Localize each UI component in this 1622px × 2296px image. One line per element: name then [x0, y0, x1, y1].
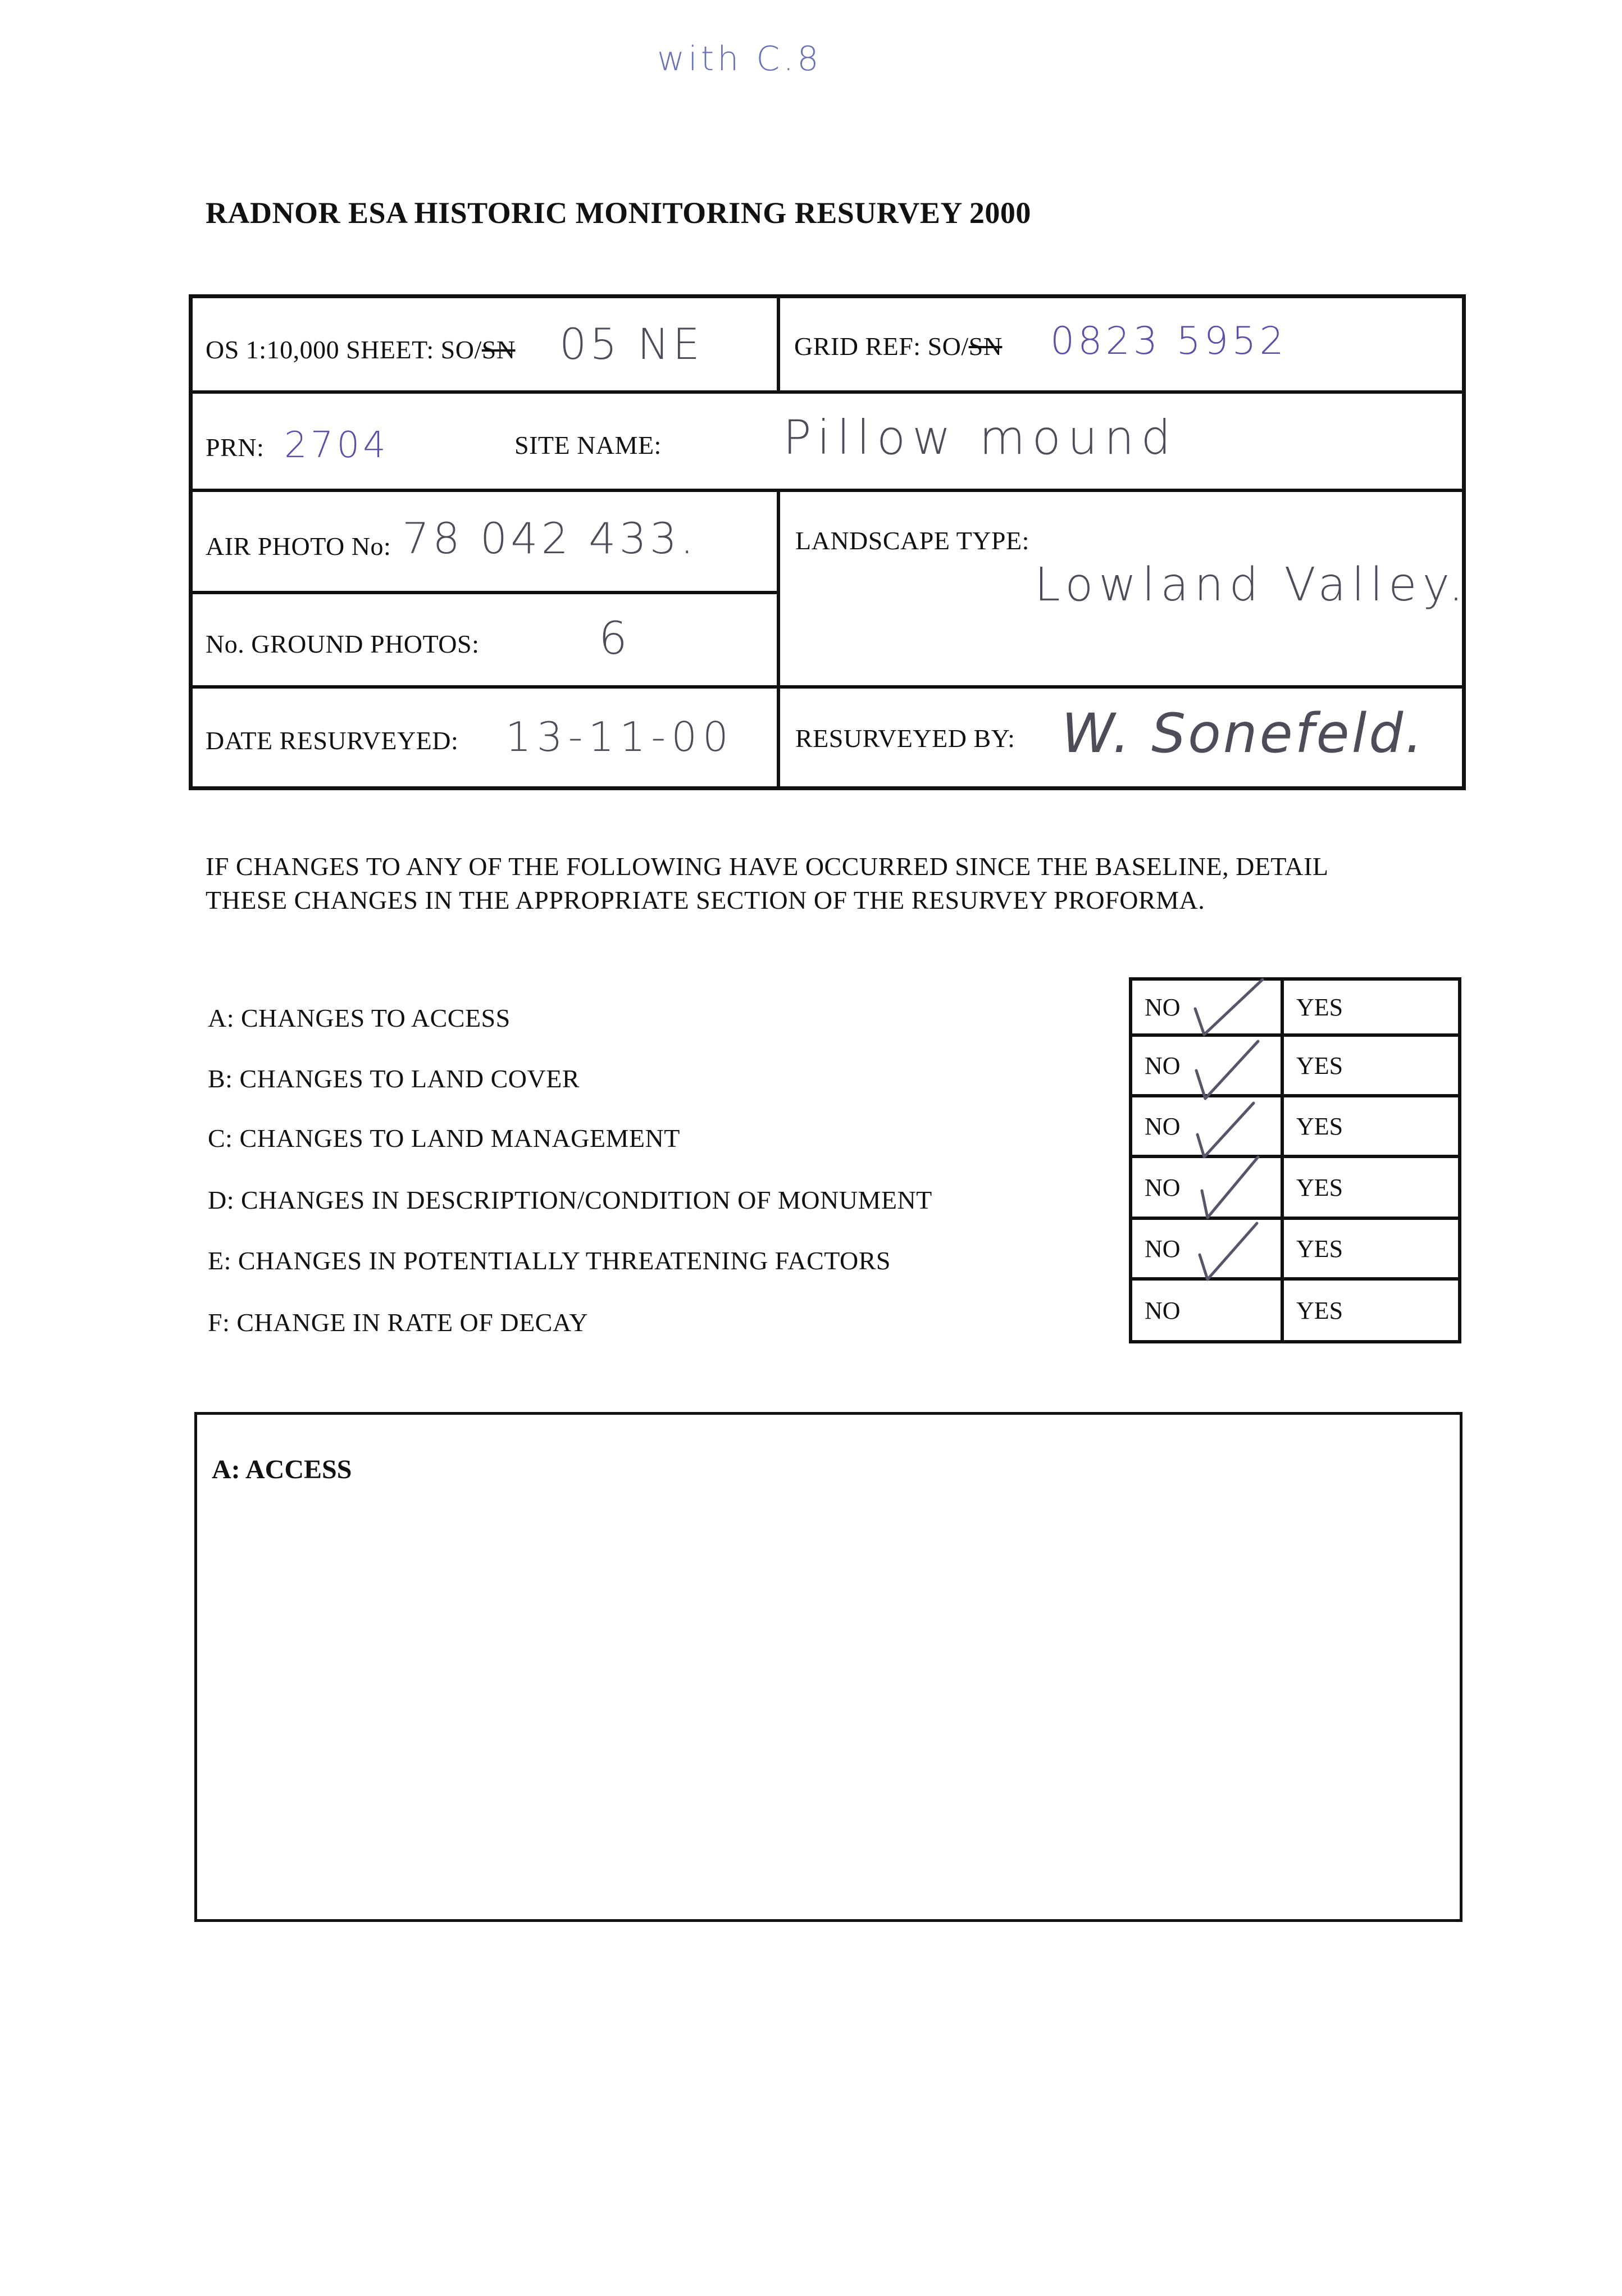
grid-ref-value: 0823 5952: [1050, 319, 1287, 363]
form-row-line-4: [189, 685, 1465, 689]
tick-mark-icon: [1196, 1041, 1258, 1099]
no-checkbox[interactable]: NO: [1131, 1096, 1282, 1156]
form-row-line-1: [189, 390, 1465, 394]
checklist-label: F: CHANGE IN RATE OF DECAY: [208, 1308, 589, 1337]
landscape-type-label: LANDSCAPE TYPE:: [795, 526, 1029, 555]
access-heading: A: ACCESS: [212, 1455, 352, 1484]
tick-mark-icon: [1202, 1157, 1258, 1218]
form-border-right: [1462, 294, 1466, 790]
resurveyed-by-label: RESURVEYED BY:: [795, 724, 1015, 753]
resurveyed-by-signature: W. Sonefeld.: [1061, 702, 1425, 765]
yes-checkbox[interactable]: YES: [1282, 1279, 1460, 1342]
instructions-line-1: IF CHANGES TO ANY OF THE FOLLOWING HAVE OCCURRED SINCE THE BASELINE, DETAIL: [206, 852, 1329, 881]
yes-checkbox[interactable]: YES: [1282, 1218, 1460, 1279]
no-checkbox[interactable]: NO: [1131, 1218, 1282, 1279]
yes-checkbox[interactable]: YES: [1282, 1096, 1460, 1156]
checklist-label: B: CHANGES TO LAND COVER: [208, 1064, 580, 1093]
form-row-line-3-left: [189, 591, 780, 594]
instructions-line-2: THESE CHANGES IN THE APPROPRIATE SECTION OF THE RESURVEY PROFORMA.: [206, 886, 1205, 914]
form-border-bottom: [189, 786, 1466, 790]
tick-mark-icon: [1197, 1103, 1254, 1157]
form-border-left: [189, 294, 193, 790]
yes-checkbox[interactable]: YES: [1282, 1035, 1460, 1096]
landscape-type-value: Lowland Valley.: [1035, 558, 1469, 612]
grid-ref-struck-prefix: SN: [968, 332, 1003, 361]
yes-checkbox[interactable]: YES: [1282, 979, 1460, 1035]
checklist-label: C: CHANGES TO LAND MANAGEMENT: [208, 1124, 680, 1152]
no-checkbox[interactable]: NO: [1131, 1279, 1282, 1342]
no-checkbox[interactable]: NO: [1131, 979, 1282, 1035]
checklist-label: A: CHANGES TO ACCESS: [208, 1004, 511, 1032]
date-resurveyed-label: DATE RESURVEYED:: [206, 726, 459, 755]
air-photo-value: 78 042 433.: [402, 513, 698, 563]
os-sheet-struck-prefix: SN: [481, 335, 516, 364]
prn-label: PRN:: [206, 433, 265, 462]
prn-value: 2704: [284, 425, 389, 466]
form-col-divider-1: [777, 294, 780, 393]
date-resurveyed-value: 13-11-00: [505, 713, 734, 760]
checklist-label: E: CHANGES IN POTENTIALLY THREATENING FACTORS: [208, 1246, 891, 1275]
tick-mark-icon: [1195, 980, 1263, 1035]
no-checkbox[interactable]: NO: [1131, 1156, 1282, 1218]
form-border-top: [189, 294, 1465, 298]
grid-ref-label: GRID REF: SO/SN: [794, 332, 1003, 361]
tick-marks: [1179, 972, 1314, 1286]
corner-note: with C.8: [657, 39, 822, 79]
access-section: [194, 1412, 1462, 1922]
site-name-label: SITE NAME:: [514, 431, 662, 459]
form-row-line-2: [189, 489, 1465, 492]
tick-mark-icon: [1200, 1223, 1257, 1279]
site-name-value: Pillow mound: [783, 410, 1178, 465]
checklist-label: D: CHANGES IN DESCRIPTION/CONDITION OF MONUMENT: [208, 1186, 932, 1214]
no-checkbox[interactable]: NO: [1131, 1035, 1282, 1096]
os-sheet-value: 05 NE: [559, 319, 703, 369]
air-photo-label: AIR PHOTO No:: [206, 532, 391, 561]
page-title: RADNOR ESA HISTORIC MONITORING RESURVEY 2000: [206, 196, 1031, 230]
form-col-divider-2: [777, 489, 780, 790]
ground-photos-label: No. GROUND PHOTOS:: [206, 630, 480, 658]
ground-photos-value: 6: [599, 612, 631, 664]
checklist-row: [1131, 1279, 1460, 1342]
access-notes[interactable]: [212, 1499, 1445, 1905]
yes-checkbox[interactable]: YES: [1282, 1156, 1460, 1218]
os-sheet-label: OS 1:10,000 SHEET: SO/SN: [206, 335, 516, 364]
